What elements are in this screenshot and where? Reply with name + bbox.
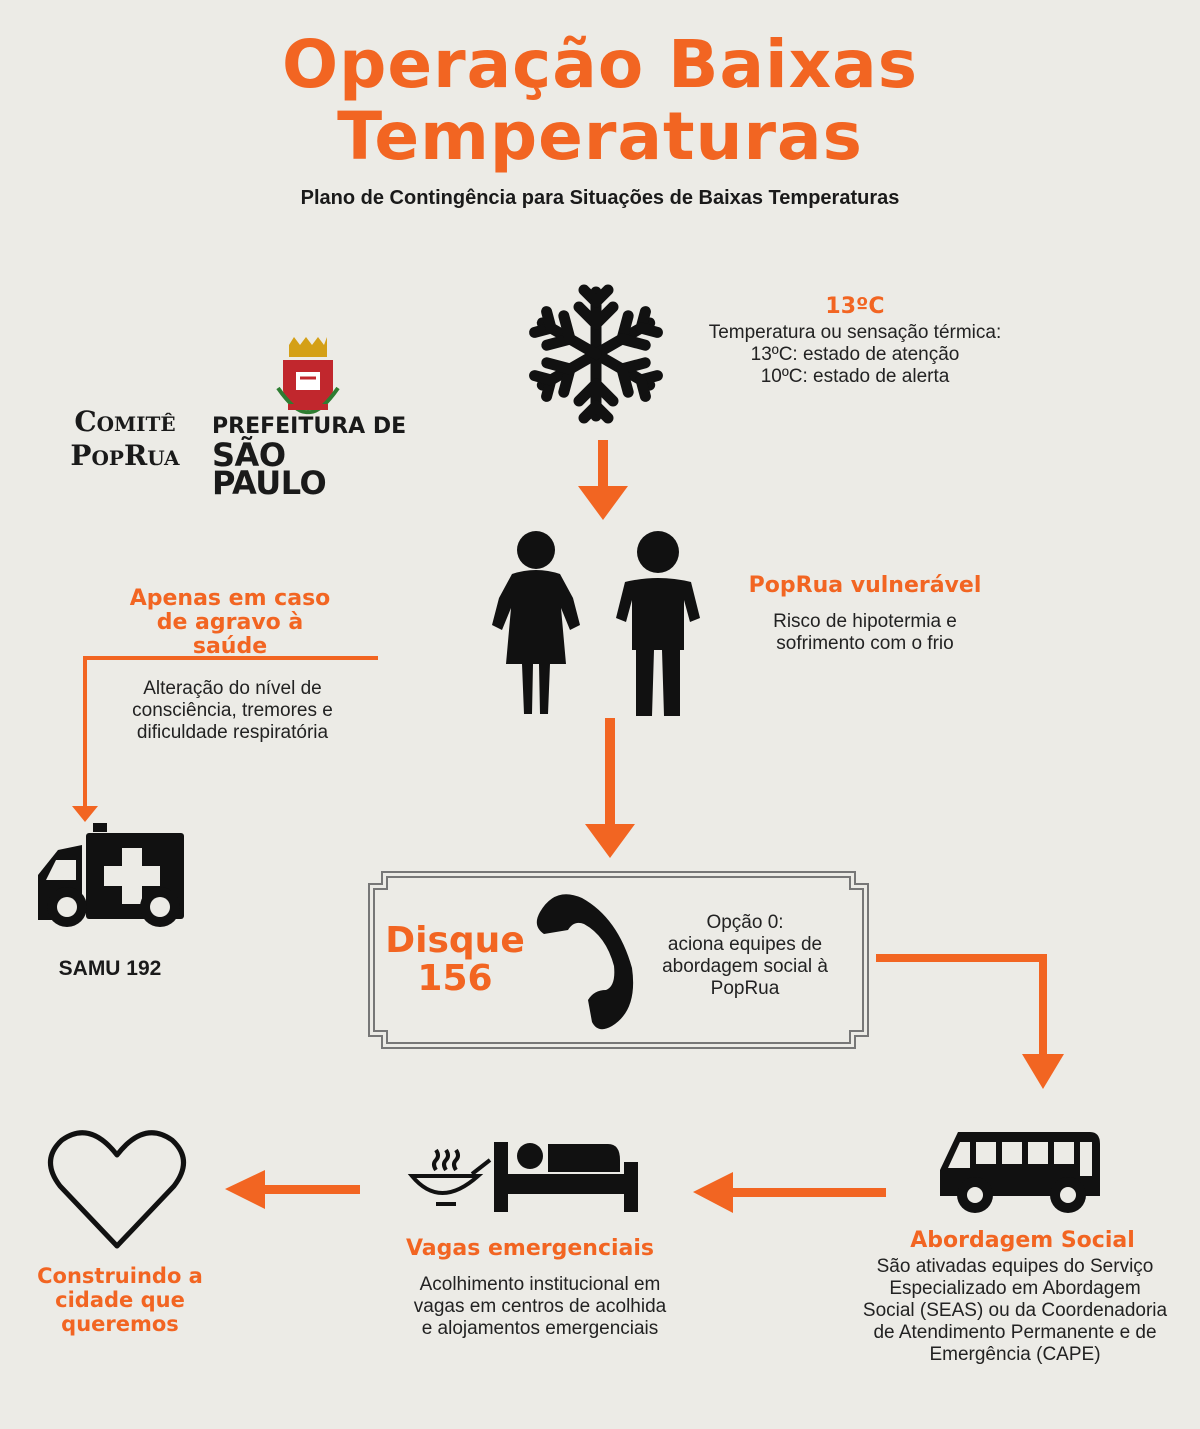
abordagem-line1: São ativadas equipes do Serviço xyxy=(876,1256,1154,1277)
vulnerable-line1: Risco de hipotermia e xyxy=(773,611,957,632)
snowflake-icon xyxy=(532,290,660,418)
vagas-line3: e alojamentos emergenciais xyxy=(421,1318,659,1339)
bus-icon xyxy=(940,1132,1100,1213)
temperature-line2: 13ºC: estado de atenção xyxy=(750,344,960,365)
people-icon xyxy=(492,531,700,716)
temperature-line1: Temperatura ou sensação térmica: xyxy=(708,322,1002,343)
bowl-icon xyxy=(412,1150,490,1204)
health-text xyxy=(95,678,370,744)
cidade-line1: Construindo a xyxy=(37,1264,203,1288)
disque-number xyxy=(380,922,530,998)
page-title-line1: Operação Baixas xyxy=(281,26,919,103)
disque-opt-line2: aciona equipes de xyxy=(667,934,823,955)
arrow-down-health xyxy=(72,806,98,822)
abordagem-line3: Social (SEAS) ou da Coordenadoria xyxy=(862,1300,1168,1321)
disque-line1: Disque xyxy=(385,920,525,961)
health-heading xyxy=(100,587,360,659)
page-title-line2: Temperaturas xyxy=(337,98,863,175)
health-line1: Alteração do nível de xyxy=(143,678,322,699)
logo-comite-poprua xyxy=(60,405,190,473)
vagas-text xyxy=(370,1274,710,1340)
logo-prefeitura-line2: SÃO PAULO xyxy=(212,436,327,502)
abordagem-text xyxy=(830,1256,1200,1366)
vagas-heading: Vagas emergenciais xyxy=(405,1236,655,1261)
arrow-down-1 xyxy=(578,440,628,520)
abordagem-line5: Emergência (CAPE) xyxy=(929,1344,1101,1365)
arrow-left-2 xyxy=(225,1170,360,1209)
page-subtitle: Plano de Contingência para Situações de Baixas Temperaturas xyxy=(300,187,900,209)
health-line3: dificuldade respiratória xyxy=(136,722,329,743)
health-heading-line3: saúde xyxy=(192,634,268,659)
abordagem-line4: de Atendimento Permanente e de xyxy=(873,1322,1157,1343)
connector-disque-bus xyxy=(876,958,1043,1058)
disque-option-text xyxy=(640,912,850,1000)
abordagem-heading: Abordagem Social xyxy=(910,1228,1135,1253)
phone-icon xyxy=(537,894,633,1029)
logo-prefeitura-line1: PREFEITURA DE xyxy=(212,414,407,439)
logo-comite-line1: Comitê xyxy=(74,405,176,438)
temperature-line3: 10ºC: estado de alerta xyxy=(760,366,950,387)
cidade-text xyxy=(20,1264,220,1336)
vulnerable-text xyxy=(720,611,1010,655)
health-heading-line1: Apenas em caso xyxy=(129,586,331,611)
disque-opt-line4: PopRua xyxy=(710,978,780,999)
health-line2: consciência, tremores e xyxy=(132,700,333,721)
temperature-text xyxy=(660,322,1050,388)
health-heading-line2: de agravo à xyxy=(156,610,304,635)
arrow-down-bus xyxy=(1022,1054,1064,1089)
arrow-down-2 xyxy=(585,718,635,858)
bed-icon xyxy=(494,1142,638,1212)
heart-icon xyxy=(50,1133,183,1246)
logo-prefeitura xyxy=(212,413,407,502)
vagas-line1: Acolhimento institucional em xyxy=(419,1274,661,1295)
disque-opt-line3: abordagem social à xyxy=(662,956,828,977)
ambulance-icon xyxy=(38,823,184,927)
temperature-heading: 13ºC xyxy=(825,294,885,319)
samu-label: SAMU 192 xyxy=(58,957,162,980)
vagas-line2: vagas em centros de acolhida xyxy=(413,1296,667,1317)
vulnerable-heading: PopRua vulnerável xyxy=(748,573,982,598)
disque-line2: 156 xyxy=(417,958,493,999)
abordagem-line2: Especializado em Abordagem xyxy=(889,1278,1141,1299)
vulnerable-line2: sofrimento com o frio xyxy=(776,633,954,654)
disque-opt-line1: Opção 0: xyxy=(706,912,784,933)
cidade-line2: cidade que xyxy=(55,1288,185,1312)
logo-comite-line2: PopRua xyxy=(70,439,180,472)
coat-of-arms-icon xyxy=(278,337,338,412)
cidade-line3: queremos xyxy=(61,1312,179,1336)
arrow-left-1 xyxy=(693,1172,886,1213)
